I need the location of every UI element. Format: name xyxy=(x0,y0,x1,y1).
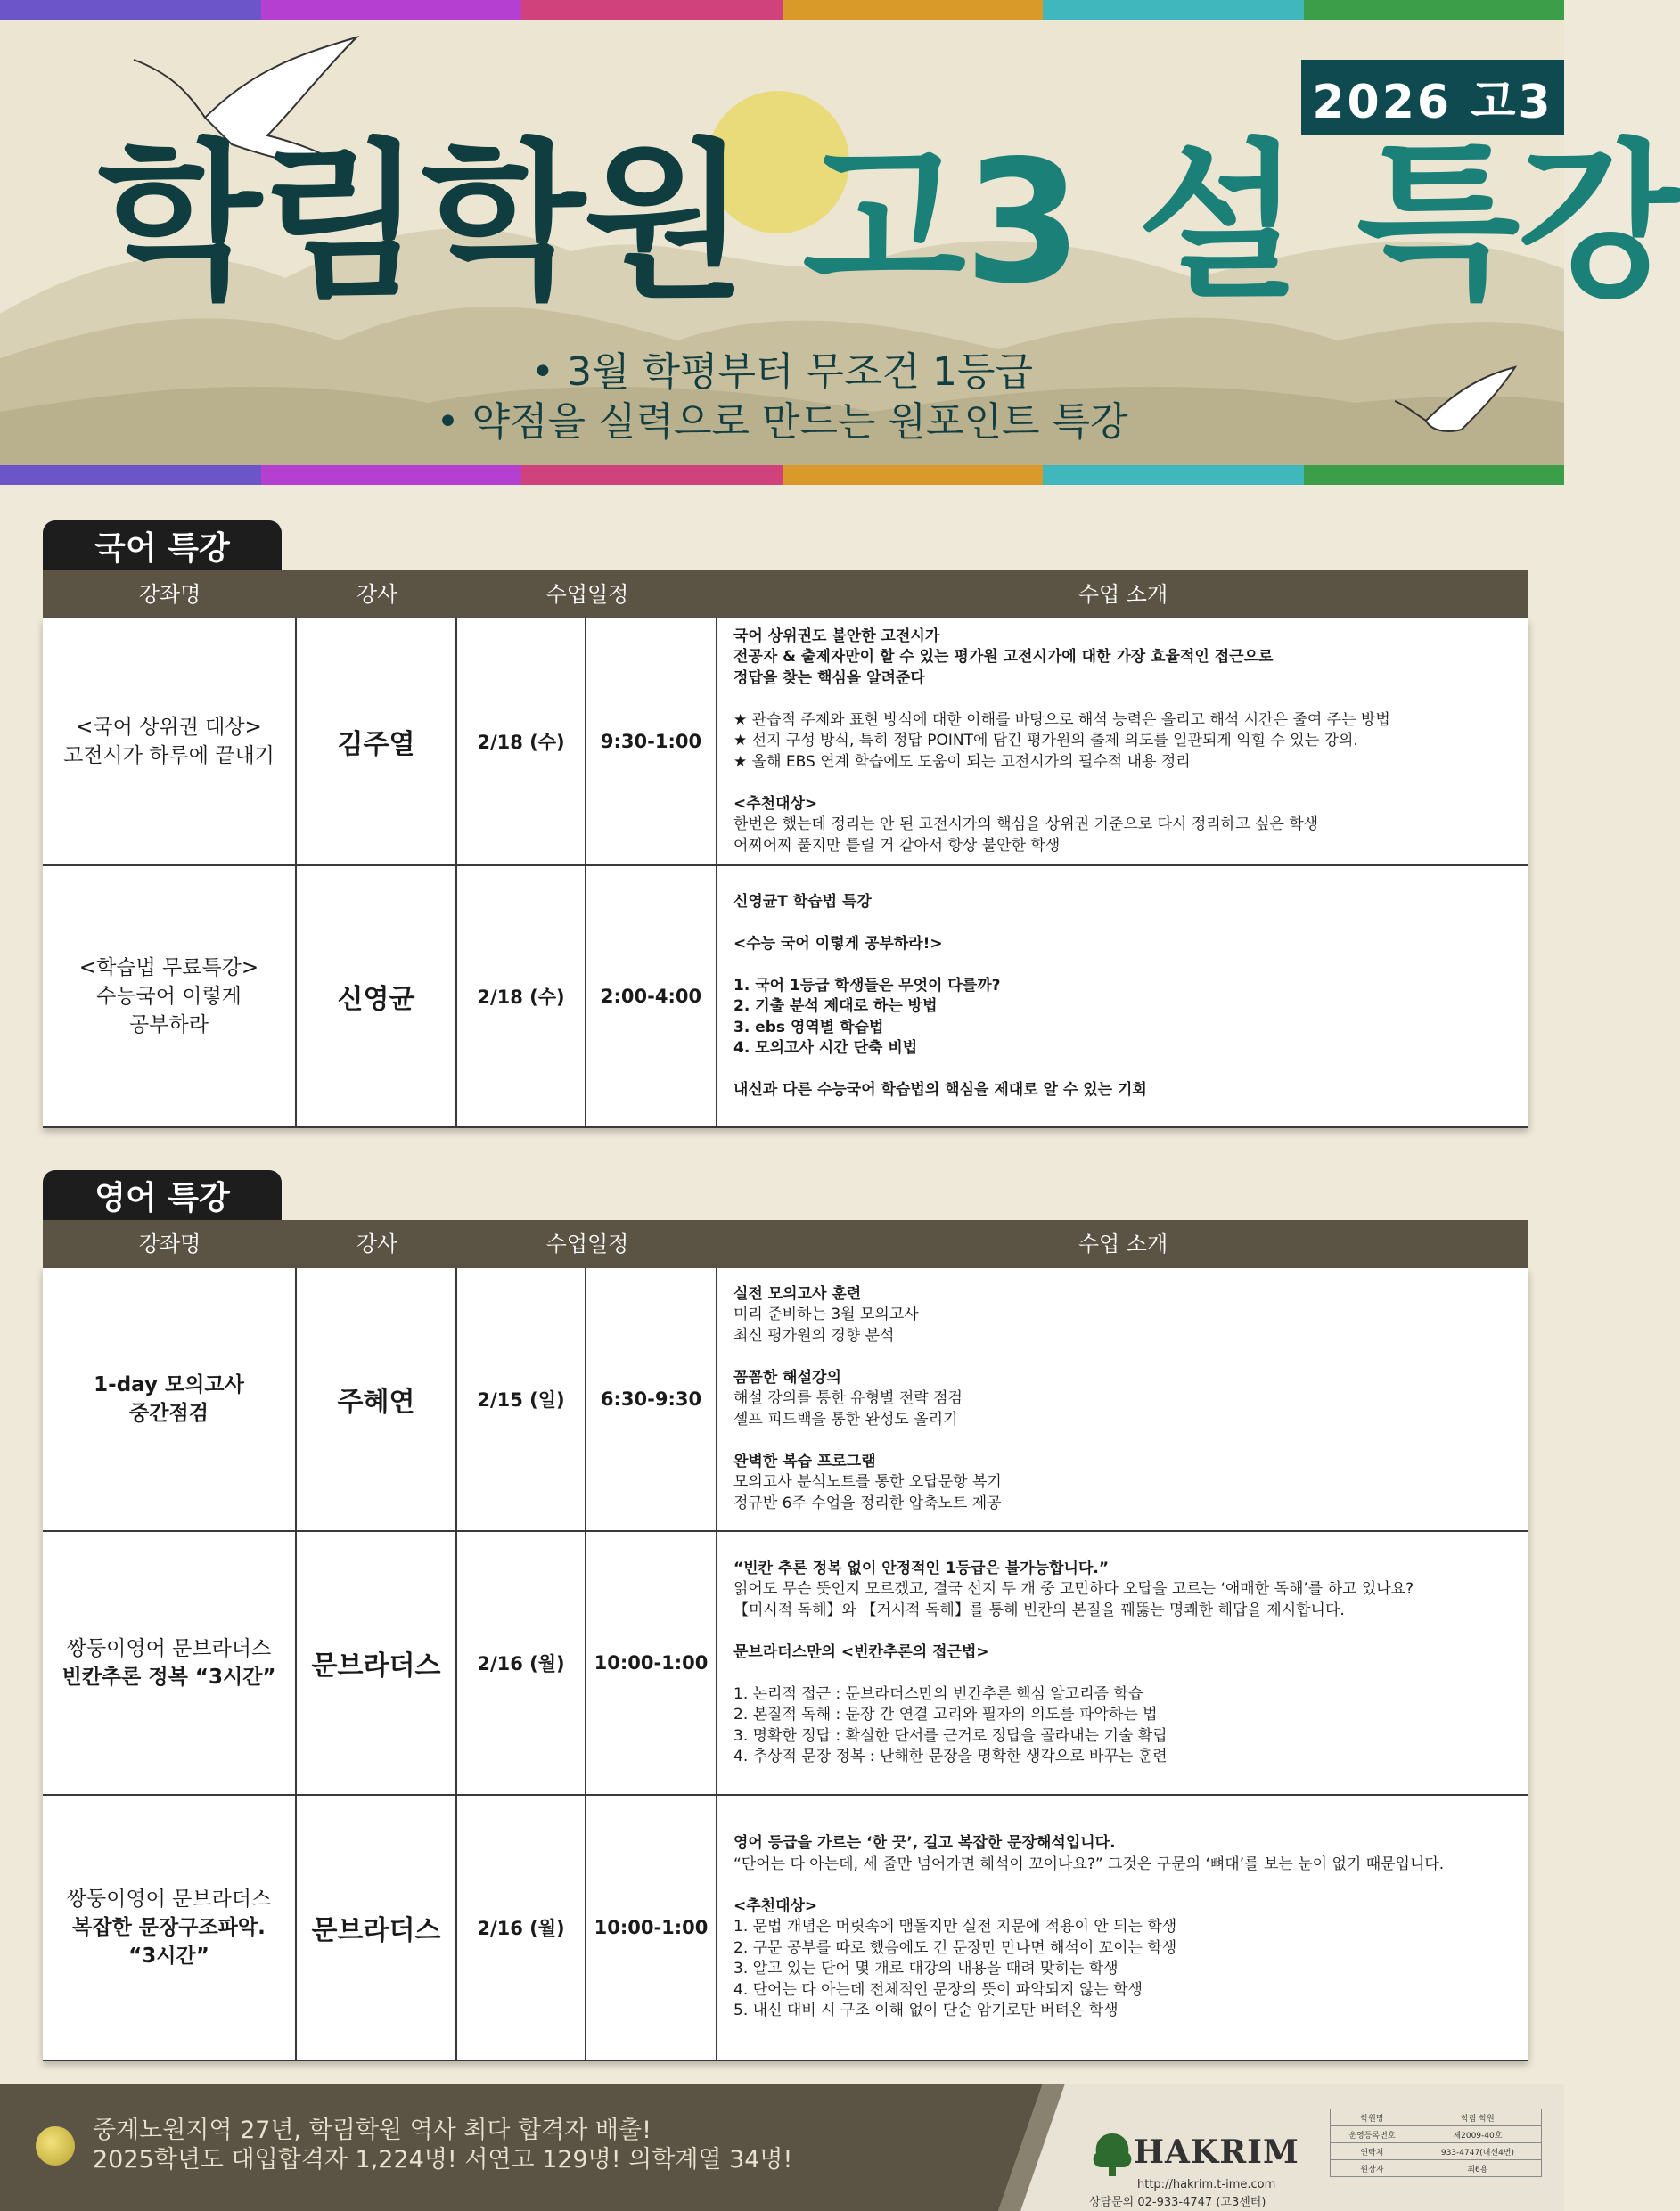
class-time: 6:30-9:30 xyxy=(600,1388,702,1410)
description-line: 4. 추상적 문장 정복 : 난해한 문장을 명확한 생각으로 바꾸는 훈련 xyxy=(733,1748,1168,1765)
class-time: 9:30-1:00 xyxy=(600,731,702,752)
description-line: 꼼꼼한 해설강의 xyxy=(733,1368,841,1387)
info-row xyxy=(1331,2143,1542,2160)
stripe-segment xyxy=(0,0,261,20)
info-value: 학림 학원 xyxy=(1414,2109,1541,2126)
english-table-body xyxy=(43,1268,1528,2061)
description-lines xyxy=(733,1559,1512,1768)
description-line xyxy=(733,689,1512,710)
subtitle-2: • 약점을 실력으로 만드는 원포인트 특강 xyxy=(436,399,1128,445)
col-teacher: 강사 xyxy=(356,582,398,607)
stripe-segment xyxy=(1043,465,1304,485)
info-row xyxy=(1331,2160,1542,2177)
description-lines xyxy=(733,1833,1512,2022)
page-title xyxy=(98,124,1680,321)
table-row xyxy=(43,1268,1528,1532)
footer xyxy=(0,2084,1564,2211)
divider-color-stripe xyxy=(0,465,1564,485)
time-cell xyxy=(586,1796,717,2060)
english-section-tab: 영어 특강 xyxy=(43,1170,282,1220)
info-row xyxy=(1331,2109,1542,2126)
footer-line-1: 중계노원지역 27년, 학림학원 역사 최다 합격자 배출! xyxy=(93,2117,652,2144)
description-line: 국어 상위권도 불안한 고전시가 xyxy=(733,626,940,645)
teacher-cell xyxy=(297,1796,457,2060)
description-line: ★ 선지 구성 방식, 특히 정답 POINT에 담긴 평가원의 출제 의도를 일관되게 익힐 수 있는 강의. xyxy=(733,732,1358,750)
table-row xyxy=(43,1796,1528,2061)
description-cell xyxy=(717,1268,1528,1530)
description-line: 영어 등급을 가르는 ‘한 끗’, 길고 복잡한 문장해석입니다. xyxy=(733,1834,1116,1853)
col-teacher: 강사 xyxy=(356,1232,398,1257)
course-name xyxy=(79,954,258,1039)
description-line: 3. 알고 있는 단어 몇 개로 대강의 내용을 때려 맞히는 학생 xyxy=(733,1960,1119,1978)
date-cell xyxy=(457,1532,586,1794)
course-name-line: 중간점검 xyxy=(129,1402,209,1425)
teacher-cell xyxy=(297,618,457,864)
teacher-cell xyxy=(297,1268,457,1530)
description-line xyxy=(733,773,1512,794)
description-line: 3. 명확한 정답 : 확실한 단서를 근거로 정답을 골라내는 기술 확립 xyxy=(733,1726,1168,1745)
description-line: <추천대상> xyxy=(733,794,818,813)
teacher-name: 김주열 xyxy=(337,729,415,760)
course-name-line: <학습법 무료특강> xyxy=(78,956,259,979)
description-line: 최신 평가원의 경향 분석 xyxy=(733,1326,895,1345)
description-line: “빈칸 추론 정복 없이 안정적인 1등급은 불가능합니다.” xyxy=(733,1559,1110,1577)
class-date: 2/18 (수) xyxy=(477,987,565,1008)
description-line: “단어는 다 아는데, 세 줄만 넘어가면 해석이 꼬이나요?” 그것은 구문의 ‘뼈대’를 보는 눈이 없기 때문입니다. xyxy=(733,1855,1445,1873)
teacher-cell xyxy=(297,866,457,1126)
contact-phone: 상담문의 02-933-4747 (고3센터) xyxy=(1089,2196,1266,2209)
time-cell xyxy=(586,1532,717,1794)
info-label: 원장자 xyxy=(1331,2160,1414,2177)
description-line: 1. 문법 개념은 머릿속에 맴돌지만 실전 지문에 적용이 안 되는 학생 xyxy=(733,1918,1177,1937)
date-cell xyxy=(457,618,586,864)
korean-table-body xyxy=(43,618,1528,1128)
stripe-segment xyxy=(1304,465,1565,485)
description-line: 신영균T 학습법 특강 xyxy=(733,892,872,911)
class-date: 2/16 (월) xyxy=(477,1653,565,1675)
description-line: <수능 국어 이렇게 공부하라!> xyxy=(733,934,943,953)
date-cell xyxy=(457,866,586,1126)
course-name xyxy=(62,1634,276,1691)
hero-banner xyxy=(0,20,1680,465)
description-line xyxy=(733,1347,1512,1368)
year-badge: 2026 고3 xyxy=(1301,60,1564,135)
class-date: 2/18 (수) xyxy=(477,732,565,753)
description-cell xyxy=(717,1532,1528,1794)
date-cell xyxy=(457,1796,586,2060)
course-name-line: <국어 상위권 대상> xyxy=(76,716,262,739)
description-line xyxy=(733,913,1512,934)
description-line: 실전 모의고사 훈련 xyxy=(733,1284,862,1303)
teacher-name: 문브라더스 xyxy=(311,1915,441,1946)
class-date: 2/15 (일) xyxy=(477,1389,565,1411)
description-line: 어찌어찌 풀지만 틀릴 거 같아서 항상 불안한 학생 xyxy=(733,836,1061,855)
description-line: 5. 내신 대비 시 구조 이해 없이 단순 암기로만 버텨온 학생 xyxy=(733,2002,1119,2020)
description-line: 정답을 찾는 핵심을 알려준다 xyxy=(733,668,925,687)
table-row xyxy=(43,618,1528,866)
description-line: 2. 본질적 독해 : 문장 간 연결 고리와 필자의 의도를 파악하는 법 xyxy=(733,1706,1158,1724)
stripe-segment xyxy=(0,465,261,485)
footer-line-2: 2025학년도 대입합격자 1,224명! 서연고 129명! 의학계열 34명! xyxy=(93,2146,793,2174)
stripe-segment xyxy=(521,0,783,20)
col-schedule: 수업일정 xyxy=(545,582,629,607)
description-line xyxy=(733,1663,1512,1684)
subtitle-1: • 3월 학평부터 무조건 1등급 xyxy=(531,349,1033,395)
stripe-segment xyxy=(783,0,1044,20)
stripe-segment xyxy=(261,0,522,20)
description-lines xyxy=(733,1284,1512,1515)
table-row xyxy=(43,1532,1528,1796)
description-line: 완벽한 복습 프로그램 xyxy=(733,1452,876,1470)
course-name-line: 빈칸추론 정복 “3시간” xyxy=(61,1666,276,1689)
description-line: 모의고사 분석노트를 통한 오답문항 복기 xyxy=(733,1473,1002,1492)
subtitles xyxy=(0,348,1564,447)
course-name-cell xyxy=(43,1268,297,1530)
website-url[interactable]: http://hakrim.t-ime.com xyxy=(1137,2178,1276,2191)
stripe-segment xyxy=(521,465,783,485)
description-line: 미리 준비하는 3월 모의고사 xyxy=(733,1306,919,1324)
description-line: 한번은 했는데 정리는 안 된 고전시가의 핵심을 상위권 기준으로 다시 정리하고 싶은 학생 xyxy=(733,815,1319,834)
col-name: 강좌명 xyxy=(138,582,201,607)
col-schedule: 수업일정 xyxy=(545,1232,629,1257)
class-date: 2/16 (월) xyxy=(477,1918,565,1939)
course-name-line: 수능국어 이렇게 xyxy=(96,985,242,1008)
description-line: 문브라더스만의 <빈칸추론의 접근법> xyxy=(733,1642,989,1661)
korean-table-header xyxy=(43,570,1528,618)
description-line xyxy=(733,1430,1512,1452)
description-line: 3. ebs 영역별 학습법 xyxy=(733,1018,884,1036)
teacher-name: 신영균 xyxy=(337,984,415,1015)
course-name-line: 복잡한 문장구조파악. xyxy=(72,1916,266,1939)
top-color-stripe xyxy=(0,0,1564,20)
class-time: 2:00-4:00 xyxy=(600,986,702,1007)
korean-section-tab: 국어 특강 xyxy=(43,520,282,570)
info-value: 최6용 xyxy=(1414,2160,1541,2177)
course-name-cell xyxy=(43,618,297,864)
stripe-segment xyxy=(1304,0,1565,20)
col-description: 수업 소개 xyxy=(1078,1232,1168,1257)
course-name-line: 쌍둥이영어 문브라더스 xyxy=(66,1888,272,1911)
description-line: 1. 논리적 접근 : 문브라더스만의 빈칸추론 핵심 알고리즘 학습 xyxy=(733,1684,1143,1703)
description-line xyxy=(733,1621,1512,1642)
class-time: 10:00-1:00 xyxy=(594,1917,709,1938)
teacher-name: 문브라더스 xyxy=(311,1650,441,1682)
info-label: 운영등록번호 xyxy=(1331,2126,1414,2143)
info-value: 933-4747(내선4번) xyxy=(1414,2143,1541,2160)
teacher-name: 주혜연 xyxy=(337,1387,415,1418)
description-line: 1. 국어 1등급 학생들은 무엇이 다를까? xyxy=(733,976,1001,995)
table-row xyxy=(43,866,1528,1128)
title-academy: 학림학원 xyxy=(98,124,746,321)
course-name xyxy=(67,1885,272,1970)
logo-text: HAKRIM xyxy=(1134,2133,1299,2171)
description-line: 2. 구문 공부를 따로 했음에도 긴 문장만 만나면 해석이 꼬이는 학생 xyxy=(733,1938,1177,1957)
description-line: ★ 올해 EBS 연계 학습에도 도움이 되는 고전시가의 필수적 내용 정리 xyxy=(733,752,1191,771)
description-line: 4. 단어는 다 아는데 전체적인 문장의 뜻이 파악되지 않는 학생 xyxy=(733,1980,1143,1999)
stripe-segment xyxy=(783,465,1044,485)
description-lines xyxy=(733,892,1512,1101)
stripe-segment xyxy=(261,465,522,485)
course-name-cell xyxy=(43,866,297,1126)
info-label: 연락처 xyxy=(1331,2143,1414,2160)
description-line: ★ 관습적 주제와 표현 방식에 대한 이해를 바탕으로 해석 능력은 올리고 해석 시간은 줄여 주는 방법 xyxy=(733,710,1390,729)
description-cell xyxy=(717,866,1528,1126)
description-line: 전공자 & 출제자만이 할 수 있는 평가원 고전시가에 대한 가장 효율적인 접근으로 xyxy=(733,648,1274,667)
description-line: <추천대상> xyxy=(733,1896,818,1915)
class-time: 10:00-1:00 xyxy=(594,1652,709,1674)
description-line: 해설 강의를 통한 유형별 전략 점검 xyxy=(733,1389,963,1408)
description-line: 정규반 6주 수업을 정리한 압축노트 제공 xyxy=(733,1494,1002,1512)
course-name-line: 1-day 모의고사 xyxy=(94,1373,244,1396)
info-value: 제2009-40호 xyxy=(1414,2126,1541,2143)
description-line xyxy=(733,1875,1512,1896)
col-name: 강좌명 xyxy=(138,1232,201,1257)
description-line: 셀프 피드백을 통한 완성도 올리기 xyxy=(733,1410,958,1429)
description-lines xyxy=(733,626,1512,857)
description-line: 【미시적 독해】와 【거시적 독해】를 통해 빈칸의 본질을 꿰뚫는 명쾌한 해답을 제시합니다. xyxy=(733,1601,1345,1619)
description-line xyxy=(733,954,1512,976)
info-label: 학원명 xyxy=(1331,2109,1414,2126)
description-line: 4. 모의고사 시간 단축 비법 xyxy=(733,1039,918,1057)
description-cell xyxy=(717,1796,1528,2060)
description-line: 2. 기출 분석 제대로 하는 방법 xyxy=(733,997,938,1015)
coin-icon xyxy=(36,2126,75,2166)
footer-text xyxy=(93,2116,792,2174)
time-cell xyxy=(586,1268,717,1530)
title-course: 고3 설 특강 xyxy=(802,124,1680,321)
hakrim-logo[interactable] xyxy=(1078,2109,1301,2208)
description-line: 내신과 다른 수능국어 학습법의 핵심을 제대로 알 수 있는 기회 xyxy=(733,1081,1147,1099)
course-name-line: 쌍둥이영어 문브라더스 xyxy=(66,1637,272,1660)
date-cell xyxy=(457,1268,586,1530)
info-row xyxy=(1331,2126,1542,2143)
course-name-cell xyxy=(43,1532,297,1794)
col-description: 수업 소개 xyxy=(1078,582,1168,607)
course-name-line: 고전시가 하루에 끝내기 xyxy=(63,744,275,767)
english-table-header xyxy=(43,1220,1528,1268)
tree-logo-icon xyxy=(1086,2126,1139,2180)
course-name-cell xyxy=(43,1796,297,2060)
course-name xyxy=(94,1371,244,1428)
time-cell xyxy=(586,866,717,1126)
teacher-cell xyxy=(297,1532,457,1794)
description-cell xyxy=(717,618,1528,864)
course-name-line: “3시간” xyxy=(128,1945,209,1968)
stripe-segment xyxy=(1043,0,1304,20)
academy-info-table xyxy=(1330,2109,1542,2177)
course-name xyxy=(63,713,275,770)
description-line: 읽어도 무슨 뜻인지 모르겠고, 결국 선지 두 개 중 고민하다 오답을 고르는 ‘애매한 독해’를 하고 있나요? xyxy=(733,1580,1414,1598)
time-cell xyxy=(586,618,717,864)
course-name-line: 공부하라 xyxy=(129,1013,209,1036)
description-line xyxy=(733,1060,1512,1081)
